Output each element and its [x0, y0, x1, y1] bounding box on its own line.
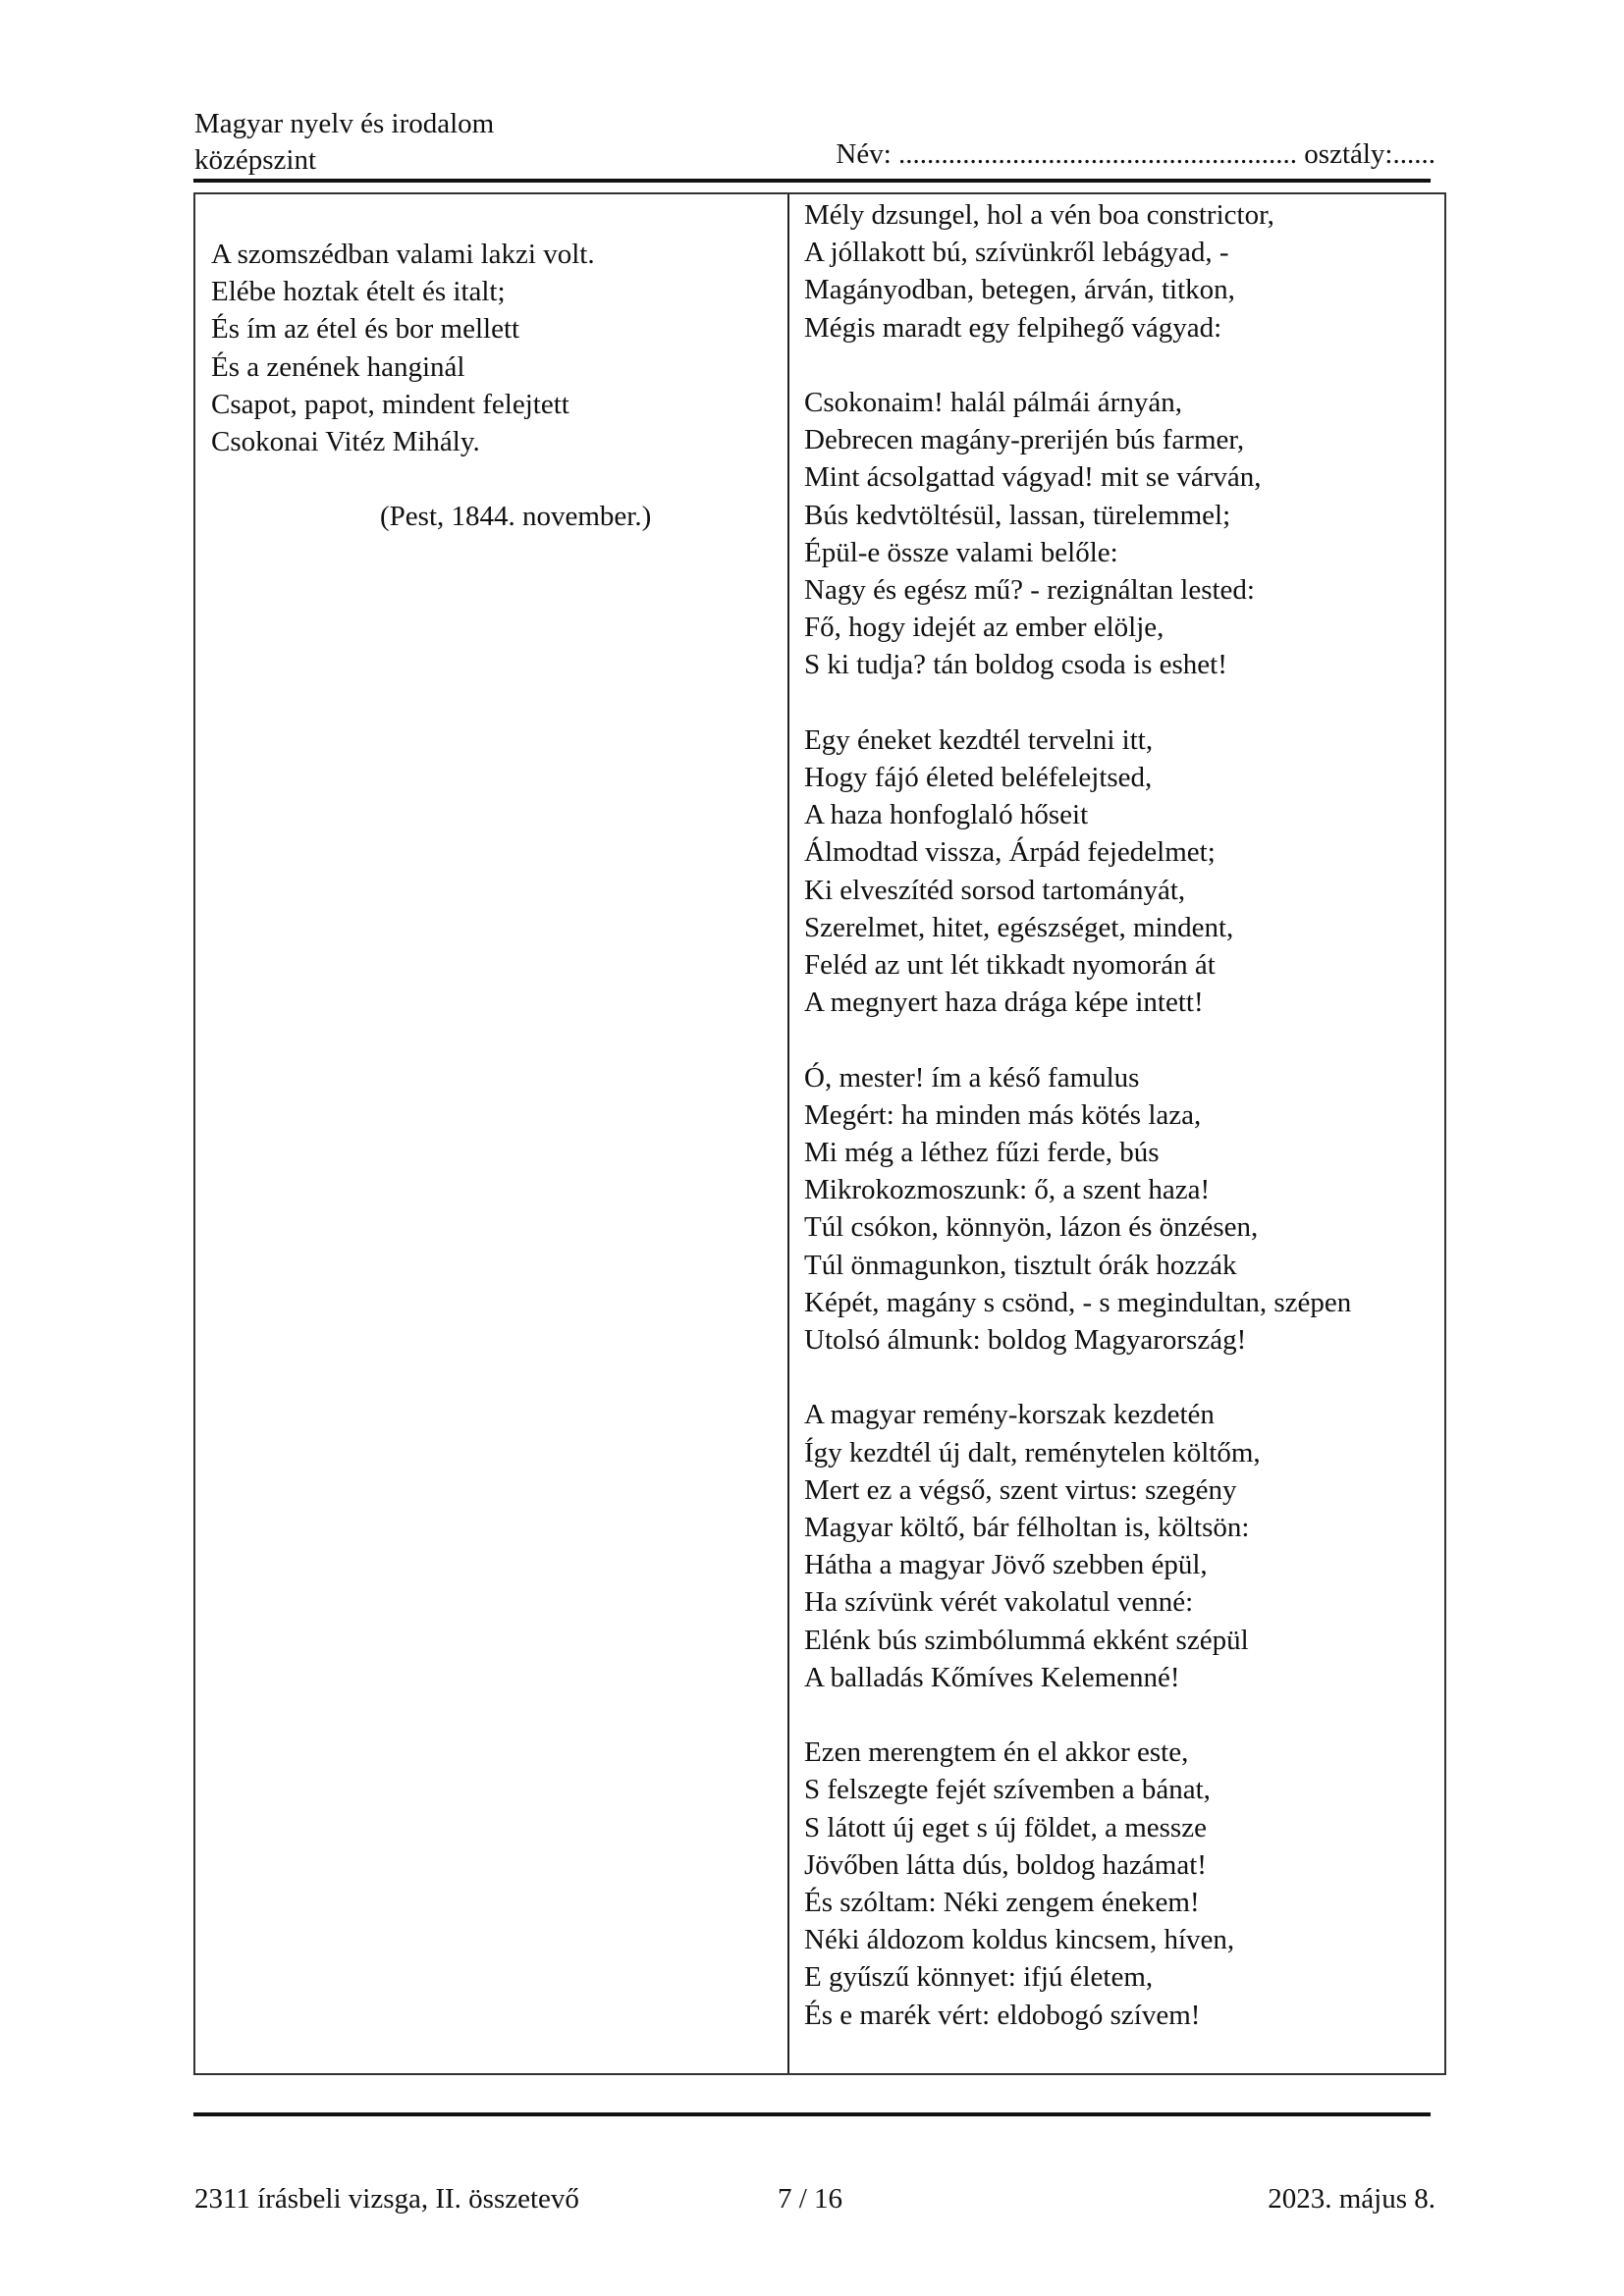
left-poem-column: [211, 236, 771, 536]
poem-line: A megnyert haza drága képe intett!: [804, 987, 1204, 1019]
poem-line: Mint ácsolgattad vágyad! mit se várván,: [804, 461, 1262, 494]
poem-line: S látott új eget s új földet, a messze: [804, 1811, 1207, 1843]
poem-line: Hogy fájó életed beléfelejtsed,: [804, 762, 1153, 794]
poem-line: Nagy és egész mű? - rezignáltan lested:: [804, 574, 1255, 607]
poem-line: A magyar remény-korszak kezdetén: [804, 1399, 1215, 1431]
footer-exam: 2311 írásbeli vizsga, II. összetevő: [194, 2183, 579, 2215]
poem-line: És ím az étel és bor mellett: [211, 313, 520, 346]
poem-stanza: [804, 196, 1442, 347]
poem-stanza: [804, 1396, 1442, 1696]
poem-line: A haza honfoglaló hőseit: [804, 799, 1089, 831]
poem-line: Mély dzsungel, hol a vén boa constrictor,: [804, 199, 1274, 231]
poem-line: Szerelmet, hitet, egészséget, mindent,: [804, 911, 1234, 943]
poem-stanza: [804, 721, 1442, 1022]
poem-line: Képét, magány s csönd, - s megindultan, szépen: [804, 1286, 1352, 1318]
poem-line: Hátha a magyar Jövő szebben épül,: [804, 1549, 1208, 1581]
poem-stanza: [804, 1734, 1442, 2034]
footer-rule: [193, 2112, 1431, 2116]
header-name-field: Név: ........................................................ osztály:......: [836, 138, 1435, 170]
poem-line: Mégis maradt egy felpihegő vágyad:: [804, 311, 1222, 344]
poem-stanza: [804, 384, 1442, 684]
column-divider: [787, 194, 789, 2073]
poem-line: Mikrokozmoszunk: ő, a szent haza!: [804, 1174, 1211, 1206]
poem-line: Álmodtad vissza, Árpád fejedelmet;: [804, 836, 1216, 869]
poem-line: Mi még a léthez fűzi ferde, bús: [804, 1137, 1160, 1169]
poem-line: S felszegte fejét szívemben a bánat,: [804, 1774, 1211, 1806]
footer-date: 2023. május 8.: [1268, 2183, 1435, 2215]
poem-line: Fő, hogy idejét az ember elölje,: [804, 612, 1164, 644]
header-subject: Magyar nyelv és irodalom: [194, 108, 495, 139]
poem-line: Ki elveszítéd sorsod tartományát,: [804, 874, 1186, 906]
poem-line: Bús kedvtöltésül, lassan, türelemmel;: [804, 499, 1231, 531]
poem-dateline: (Pest, 1844. november.): [380, 501, 652, 533]
poem-line: Egy éneket kezdtél tervelni itt,: [804, 723, 1154, 756]
header-subject-block: [194, 106, 494, 179]
poem-line: Ezen merengtem én el akkor este,: [804, 1736, 1189, 1769]
poem-line: Jövőben látta dús, boldog hazámat!: [804, 1848, 1207, 1881]
poem-line: Csokonai Vitéz Mihály.: [211, 426, 480, 458]
poem-line: Épül-e össze valami belőle:: [804, 536, 1118, 568]
poem-line: Túl önmagunkon, tisztult órák hozzák: [804, 1249, 1237, 1281]
poem-line: Feléd az unt lét tikkadt nyomorán át: [804, 949, 1216, 982]
poem-line: Ha szívünk vérét vakolatul venné:: [804, 1586, 1194, 1619]
poem-line: Elénk bús szimbólummá ekként szépül: [804, 1624, 1249, 1656]
footer-page-number: 7 / 16: [778, 2183, 843, 2215]
poem-line: Debrecen magány-prerijén bús farmer,: [804, 424, 1245, 456]
header-rule: [193, 179, 1431, 183]
header-level: középszint: [194, 144, 317, 176]
poem-line: Utolsó álmunk: boldog Magyarország!: [804, 1324, 1247, 1357]
right-poem-column: [804, 196, 1442, 2071]
poem-table: [193, 192, 1446, 2075]
poem-line: Mert ez a végső, szent virtus: szegény: [804, 1473, 1237, 1506]
poem-line: Így kezdtél új dalt, reménytelen költőm,: [804, 1436, 1261, 1468]
poem-line: Csapot, papot, mindent felejtett: [211, 388, 569, 420]
poem-line: Ó, mester! ím a késő famulus: [804, 1061, 1140, 1094]
poem-line: A jóllakott bú, szívünkről lebágyad, -: [804, 237, 1229, 269]
poem-line: Magyar költő, bár félholtan is, költsön:: [804, 1512, 1250, 1544]
poem-line: S ki tudja? tán boldog csoda is eshet!: [804, 649, 1227, 681]
poem-stanza: [804, 1059, 1442, 1360]
poem-line: Magányodban, betegen, árván, titkon,: [804, 274, 1235, 306]
left-poem-lines: [211, 236, 771, 460]
poem-line: És a zenének hanginál: [211, 350, 465, 383]
poem-line: Néki áldozom koldus kincsem, híven,: [804, 1924, 1235, 1956]
poem-line: A balladás Kőmíves Kelemenné!: [804, 1661, 1180, 1693]
poem-line: Megért: ha minden más kötés laza,: [804, 1098, 1202, 1131]
poem-line: És szóltam: Néki zengem énekem!: [804, 1887, 1200, 1919]
poem-line: E gyűszű könnyet: ifjú életem,: [804, 1961, 1154, 1994]
poem-line: Elébe hoztak ételt és italt;: [211, 276, 506, 308]
poem-line: A szomszédban valami lakzi volt.: [211, 239, 595, 270]
poem-line: Túl csókon, könnyön, lázon és önzésen,: [804, 1211, 1259, 1244]
poem-line: És e marék vért: eldobogó szívem!: [804, 1999, 1201, 2031]
poem-line: Csokonaim! halál pálmái árnyán,: [804, 387, 1182, 418]
